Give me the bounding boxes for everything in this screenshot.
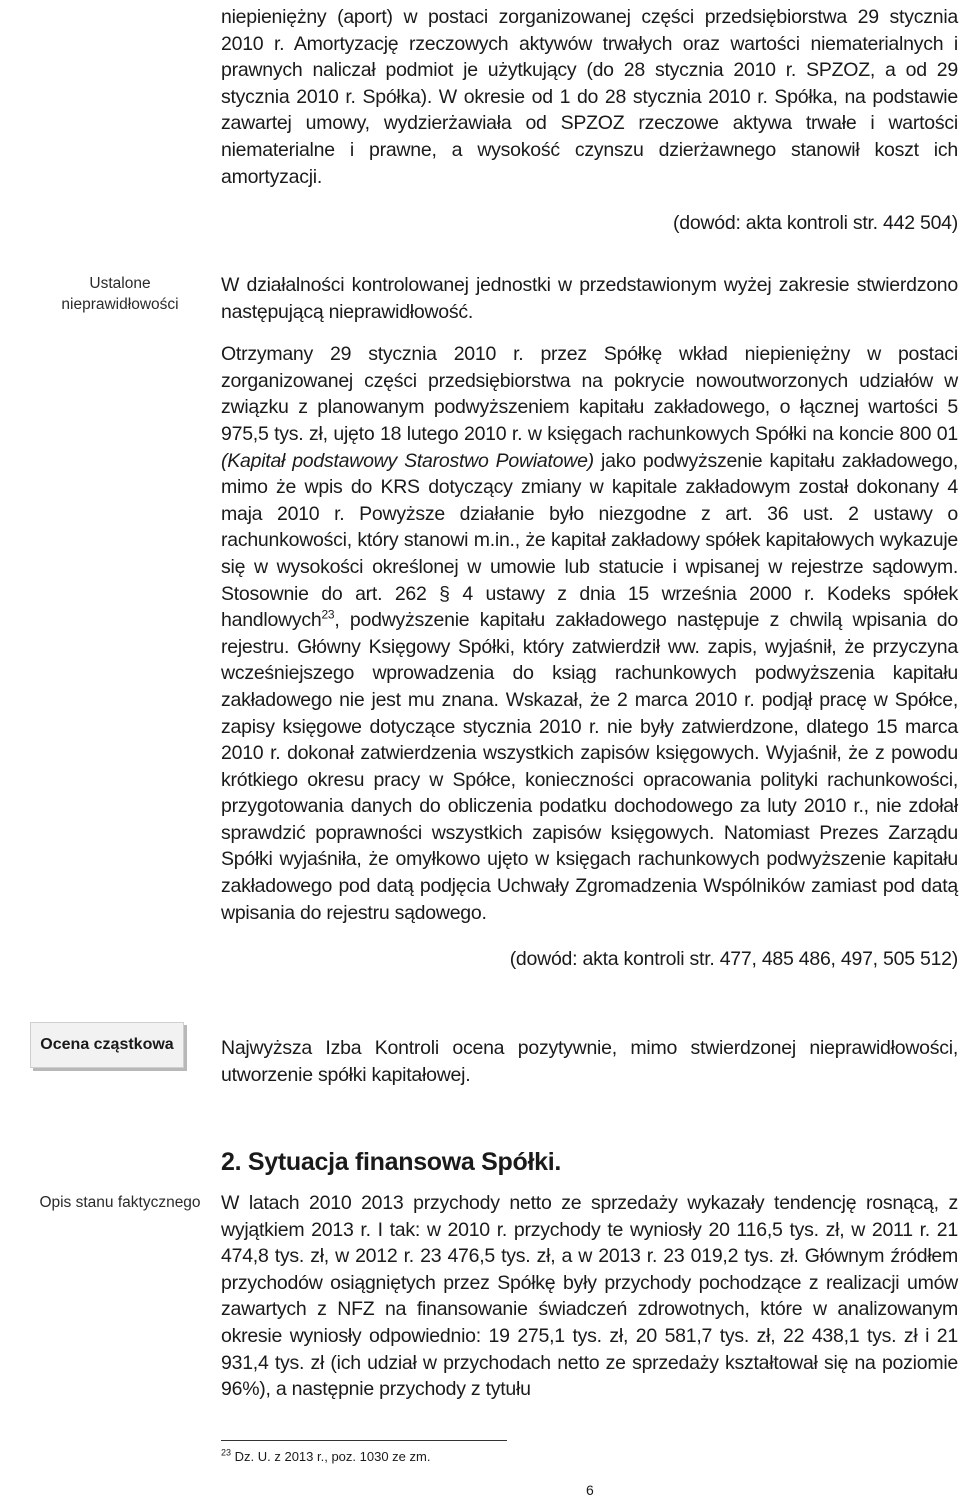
margin-label-assessment: Ocena cząstkowa xyxy=(30,1022,184,1068)
footnote-text: Dz. U. z 2013 r., poz. 1030 ze zm. xyxy=(231,1449,431,1464)
text-part-a: Otrzymany 29 stycznia 2010 r. przez Spółkę wkład niepieniężny w postaci zorganizowanej części przedsiębiorstwa na pokrycie nowoutworzonych udziałów w związku z planowanym podwyższeniem kapitału zakładowego, o łącznej wartości 5 975,5 tys. zł, ujęto 18 lutego 2010 r. w księgach rachunkowych Spółki na koncie 800 01 xyxy=(221,343,958,445)
body-paragraph: niepieniężny (aport) w postaci zorganizowanej części przedsiębiorstwa 29 stycznia 2010 r. Amortyzację rzeczowych aktywów trwałych oraz wartości niematerialnych i prawnych naliczał podmiot je użytkujący (do 28 stycznia 2010 r. SPZOZ, a od 29 stycznia 2010 r. Spółka). W okresie od 1 do 28 stycznia 2010 r. Spółka, na podstawie zawartej umowy, wydzierżawiała od SPZOZ rzeczowe aktywa trwałe i wartości niematerialne i prawne, a wysokość czynszu dzierżawnego stanowił koszt ich amortyzacji. xyxy=(221,6,958,188)
assessment-section xyxy=(221,1035,958,1088)
page-number: 6 xyxy=(586,1482,594,1498)
footnote xyxy=(221,1449,430,1464)
intro-paragraph: W działalności kontrolowanej jednostki w przedstawionym wyżej zakresie stwierdzono następującą nieprawidłowość. xyxy=(221,274,958,323)
footnote-mark: 23 xyxy=(221,1447,232,1458)
text-part-b: jako podwyższenie kapitału zakładowego, mimo że wpis do KRS dotyczący zmiany w kapitale zakładowym został dokonany 4 maja 2010 r. Powyższe działanie było niezgodne z art. 36 ust. 2 ustawy o rachunkowości, który stanowi m.in., że kapitał zakładowy spółek kapitałowych wykazuje się w wysokości określonej w umowie lub statucie i wpisanej w rejestrze sądowym. Stosownie do art. 262 § 4 ustawy z dnia 15 września 2000 r. Kodeks spółek handlowych xyxy=(221,449,958,632)
margin-label-facts: Opis stanu faktycznego xyxy=(39,1194,201,1211)
section2-body xyxy=(221,1190,958,1403)
financial-paragraph: W latach 2010 2013 przychody netto ze sprzedaży wykazały tendencję rosnącą, z wyjątkiem 2013 r. I tak: w 2010 r. przychody te wyniosły 20 116,5 tys. zł, w 2011 r. 21 474,8 tys. zł, w 2012 r. 23 476,5 tys. zł, a w 2013 r. 23 019,2 tys. zł. Głównym źródłem przychodów osiągniętych przez Spółkę były przychody pochodzące z realizacji umów zawartych z NFZ na finansowanie świadczeń zdrowotnych, które w analizowanym okresie wyniosły odpowiednio: 19 275,1 tys. zł, 20 581,7 tys. zł, 22 438,1 tys. zł i 21 931,4 tys. zł (ich udział w przychodach netto ze sprzedaży kształtował się na poziomie 96%), a następnie przychody z tytułu xyxy=(221,1192,958,1401)
margin-label-irregularities: Ustalone nieprawidłowości xyxy=(61,275,179,313)
evidence-citation: (dowód: akta kontroli str. 477, 485 486, 497, 505 512) xyxy=(509,948,958,971)
footnote-divider xyxy=(221,1440,507,1441)
evidence-citation: (dowód: akta kontroli str. 442 504) xyxy=(673,212,958,235)
irregularities-section xyxy=(221,272,958,973)
assessment-paragraph: Najwyższa Izba Kontroli ocena pozytywnie, mimo stwierdzonej nieprawidłowości, utworzenie spółki kapitałowej. xyxy=(221,1037,958,1086)
section-heading: 2. Sytuacja finansowa Spółki. xyxy=(221,1148,562,1176)
footnote-reference: 23 xyxy=(321,607,335,622)
account-name-italic: (Kapitał podstawowy Starostwo Powiatowe) xyxy=(221,449,594,472)
text-part-c: , podwyższenie kapitału zakładowego następuje z chwilą wpisania do rejestru. Główny Księgowy Spółki, który zatwierdził ww. zapis, wyjaśnił, że przyczyna wcześniejszego wprowadzenia do ksiąg rachunkowych podwyższenia kapitału zakładowego nie jest mu znana. Wskazał, że 2 marca 2010 r. podjął pracę w Spółce, zapisy księgowe dotyczące stycznia 2010 r. nie były zatwierdzone, dlatego 15 marca 2010 r. dokonał zatwierdzenia wszystkich zapisów księgowych. Wyjaśnił, że z powodu krótkiego okresu pracy w Spółce, konieczności opracowania polityki rachunkowości, przygotowania danych do obliczenia podatku dochodowego za luty 2010 r., nie zdołał sprawdzić poprawności wszystkich zapisów księgowych. Natomiast Prezes Zarządu Spółki wyjaśniła, że omyłkowo ujęto w księgach rachunkowych podwyższenie kapitału zakładowego pod datą podjęcia Uchwały Zgromadzenia Wspólników zamiast pod datą wpisania do rejestru sądowego. xyxy=(221,609,958,924)
irregularity-paragraph xyxy=(221,341,958,926)
top-section xyxy=(221,4,958,237)
